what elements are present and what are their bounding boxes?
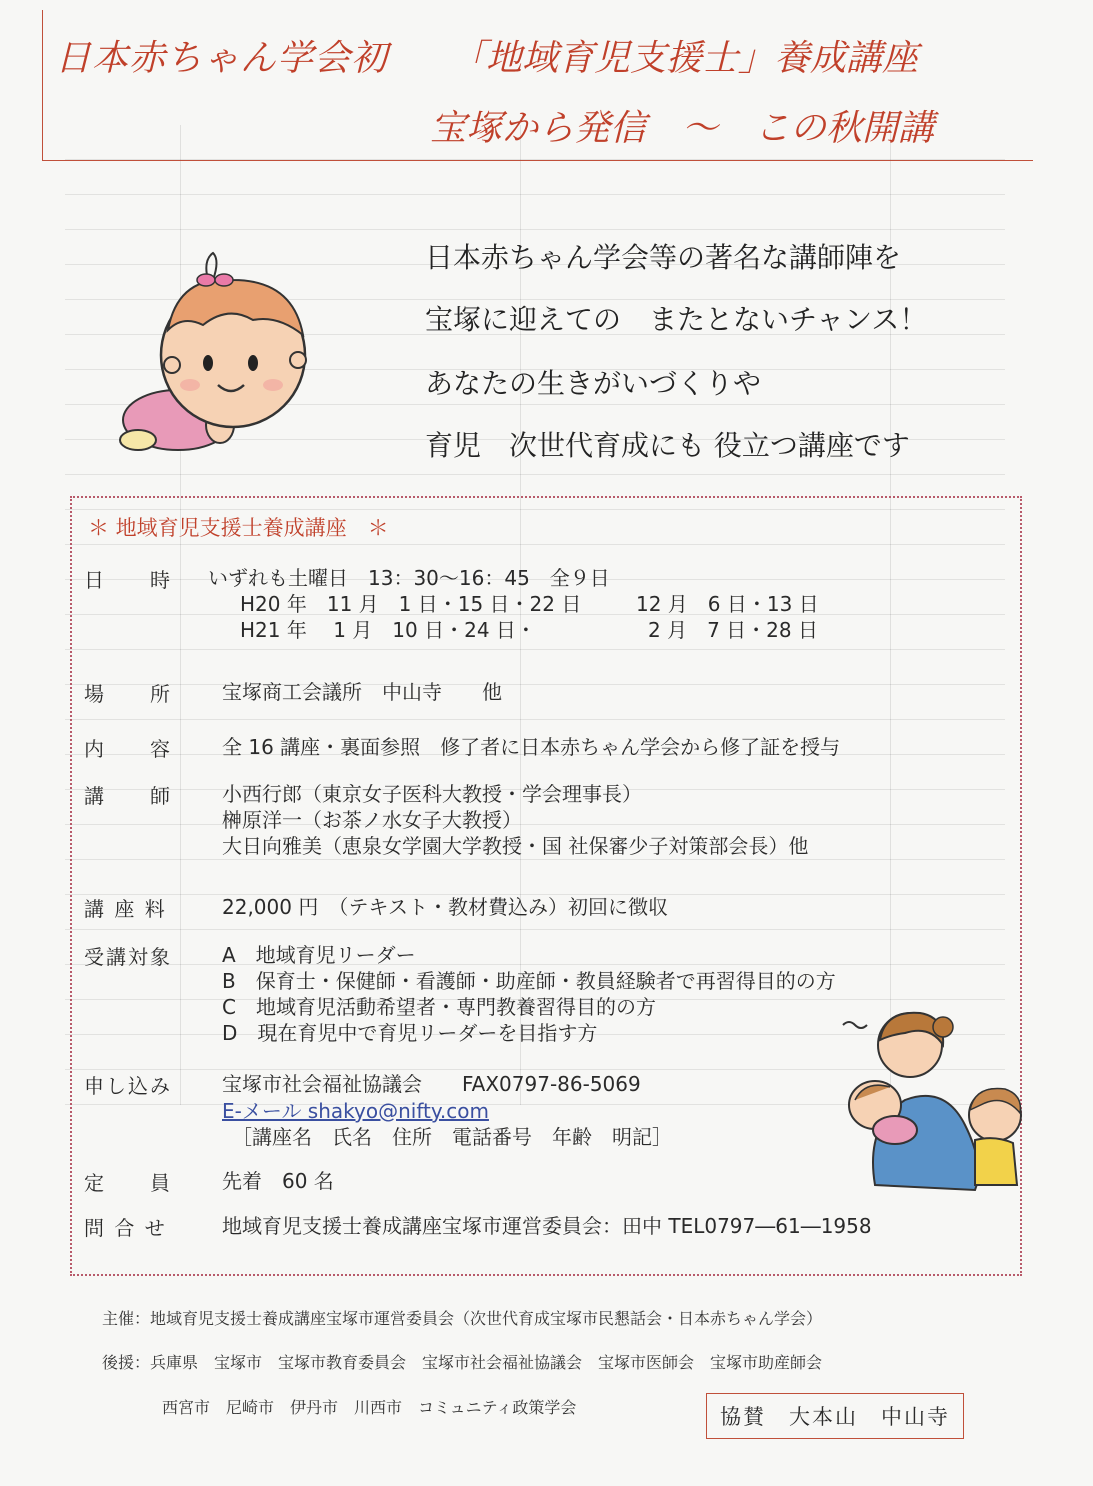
fee-value: 22,000 円 （テキスト・教材費込み）初回に徴収 [222, 895, 668, 919]
host-organizers: 主催：地域育児支援士養成講座宝塚市運営委員会（次世代育成宝塚市民懇話会・日本赤ちゃん学会） [102, 1309, 823, 1328]
date-label: 日 時 [84, 568, 172, 592]
mother-and-children-illustration [835, 1005, 1035, 1195]
dates-2008-dec: 12 月 6 日・13 日 [636, 592, 819, 616]
apply-email-link[interactable]: E-メール shakyo@nifty.com [222, 1099, 489, 1123]
place-value: 宝塚商工会議所 中山寺 他 [222, 680, 502, 704]
target-c: C 地域育児活動希望者・専門教養習得目的の方 [222, 995, 656, 1019]
intro-line-3: あなたの生きがいづくりや [425, 367, 762, 400]
inquiry-value: 地域育児支援士養成講座宝塚市運営委員会：田中 TEL0797―61―1958 [222, 1214, 872, 1238]
crawling-baby-illustration [108, 245, 323, 465]
lecturer-2: 榊原洋一（お茶ノ水女子大教授） [222, 808, 522, 832]
dates-2009-jan: H21 年 1 月 10 日・24 日・ [240, 618, 536, 642]
header-subtitle: 宝塚から発信 ～ この秋開講 [430, 108, 935, 149]
target-d: D 現在育児中で育児リーダーを目指す方 [222, 1021, 598, 1045]
header-title-part1: 日本赤ちゃん学会初 [55, 38, 389, 79]
intro-line-4: 育児 次世代育成にも 役立つ講座です [425, 429, 910, 462]
intro-line-2: 宝塚に迎えての またとないチャンス！ [425, 303, 928, 336]
supporters-line-1: 後援：兵庫県 宝塚市 宝塚市教育委員会 宝塚市社会福祉協議会 宝塚市医師会 宝塚市助産師会 [102, 1353, 823, 1372]
sponsor-box: 協賛 大本山 中山寺 [706, 1393, 964, 1439]
place-label: 場 所 [84, 682, 172, 706]
dates-2008-nov: H20 年 11 月 1 日・15 日・22 日 [240, 592, 582, 616]
intro-line-1: 日本赤ちゃん学会等の著名な講師陣を [425, 241, 902, 274]
apply-org-fax: 宝塚市社会福祉協議会 FAX0797-86-5069 [222, 1072, 641, 1096]
capacity-label: 定 員 [84, 1171, 172, 1195]
apply-note: ［講座名 氏名 住所 電話番号 年齢 明記］ [232, 1125, 672, 1149]
dates-2009-feb: 2 月 7 日・28 日 [648, 618, 818, 642]
lecturer-3: 大日向雅美（恵泉女学園大学教授・国 社保審少子対策部会長）他 [222, 834, 809, 858]
inquiry-label: 問 合 せ [84, 1216, 167, 1240]
lecturer-1: 小西行郎（東京女子医科大教授・学会理事長） [222, 782, 642, 806]
capacity-value: 先着 60 名 [222, 1169, 334, 1193]
target-b: B 保育士・保健師・看護師・助産師・教員経験者で再習得目的の方 [222, 969, 836, 993]
course-title: ＊ 地域育児支援士養成講座 ＊ [88, 516, 389, 540]
lecturer-label: 講 師 [84, 784, 172, 808]
fee-label: 講 座 料 [84, 897, 167, 921]
content-label: 内 容 [84, 737, 172, 761]
supporters-line-2: 西宮市 尼崎市 伊丹市 川西市 コミュニティ政策学会 [162, 1398, 577, 1417]
content-value: 全 16 講座・裏面参照 修了者に日本赤ちゃん学会から修了証を授与 [222, 735, 841, 759]
apply-label: 申し込み [84, 1074, 172, 1098]
date-summary: いずれも土曜日 13：30～16：45 全９日 [208, 566, 610, 590]
target-label: 受講対象 [84, 945, 172, 969]
header-title-part2: 「地域育児支援士」養成講座 [450, 38, 919, 79]
target-a: A 地域育児リーダー [222, 943, 416, 967]
